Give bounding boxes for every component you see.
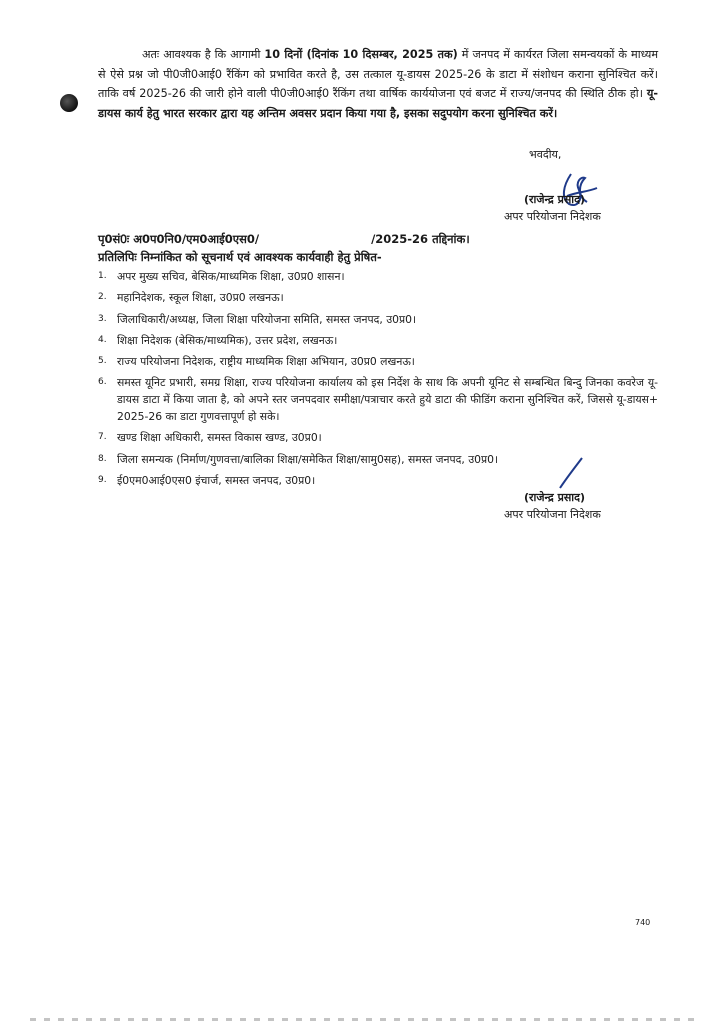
list-item: 2. महानिदेशक, स्कूल शिक्षा, उ0प्र0 लखनऊ। bbox=[98, 291, 284, 305]
page-number: 740 bbox=[635, 918, 651, 927]
punch-hole bbox=[60, 94, 78, 112]
scan-edge-artifact bbox=[30, 1018, 700, 1021]
signature-mark-2 bbox=[556, 456, 586, 492]
signatory-designation-2: अपर परियोजना निदेशक bbox=[504, 508, 601, 521]
paragraph-lead: अतः आवश्यक है कि आगामी bbox=[142, 48, 265, 61]
signatory-name-1: (राजेन्द्र प्रसाद) bbox=[524, 193, 586, 206]
list-item: 9. ई0एम0आई0एस0 इंचार्ज, समस्त जनपद, उ0प्र0। bbox=[98, 474, 316, 488]
list-item: 5. राज्य परियोजना निदेशक, राष्ट्रीय माध्यमिक शिक्षा अभियान, उ0प्र0 लखनऊ। bbox=[98, 355, 415, 369]
paragraph-deadline: 10 दिनों (दिनांक 10 दिसम्बर, 2025 तक) bbox=[264, 48, 458, 61]
paragraph-final-notice: यू-डायस कार्य हेतु भारत सरकार द्वारा यह अन्तिम अवसर प्रदान किया गया है, इसका सदुपयोग करना सुनिश्चित करें। bbox=[98, 87, 658, 120]
paragraph-middle: में जनपद में कार्यरत जिला समन्वयकों के माध्यम से ऐसे प्रश्न जो पी0जी0आई0 रैंकिंग को प्रभावित करते है, उस तत्काल यू-डायस 2025-26 के डाटा में संशोधन कराना सुनिश्चित करें। ताकि वर्ष 2025-26 की जारी होने वाली पी0जी0आई0 रैंकिंग तथा वार्षिक कार्ययोजना एवं बजट में राज्य/जनपद की स्थिति ठीक हो। bbox=[98, 48, 659, 101]
reference-line bbox=[98, 232, 558, 247]
signatory-designation-1: अपर परियोजना निदेशक bbox=[504, 210, 601, 223]
closing-salutation: भवदीय, bbox=[529, 148, 562, 161]
list-item: 6. समस्त यूनिट प्रभारी, समग्र शिक्षा, राज्य परियोजना कार्यालय को इस निर्देश के साथ कि अपनी यूनिट से सम्बन्धित बिन्दु जिनका कवरेज यू-डायस डाटा में किया जाता है, को अपने स्तर जनपदवार समीक्षा/पत्राचार करते हुये डाटा की फीडिंग कराना सुनिश्चित करें, जिससे यू-डायस+ 2025-26 का डाटा गुणवत्तापूर्ण हो सके। bbox=[98, 376, 658, 424]
signatory-name-2: (राजेन्द्र प्रसाद) bbox=[524, 491, 586, 504]
list-item: 1. अपर मुख्य सचिव, बेसिक/माध्यमिक शिक्षा, उ0प्र0 शासन। bbox=[98, 270, 345, 283]
list-item: 8. जिला समन्यक (निर्माण/गुणवत्ता/बालिका शिक्षा/समेकित शिक्षा/सामु0सह), समस्त जनपद, उ0प्र0। bbox=[98, 452, 499, 466]
list-item: 4. शिक्षा निदेशक (बेसिक/माध्यमिक), उत्तर प्रदेश, लखनऊ। bbox=[98, 333, 338, 347]
reference-number: पृ0सं0ः अ0प0नि0/एम0आई0एस0/ bbox=[98, 232, 260, 246]
copy-heading: प्रतिलिपिः निम्नांकित को सूचनार्थ एवं आवश्यक कार्यवाही हेतु प्रेषित- bbox=[98, 250, 382, 264]
body-paragraph bbox=[98, 45, 658, 123]
list-item: 3. जिलाधिकारी/अध्यक्ष, जिला शिक्षा परियोजना समिति, समस्त जनपद, उ0प्र0। bbox=[98, 312, 417, 326]
reference-date: /2025-26 तद्दिनांक। bbox=[371, 232, 470, 246]
list-item: 7. खण्ड शिक्षा अधिकारी, समस्त विकास खण्ड, उ0प्र0। bbox=[98, 431, 322, 445]
